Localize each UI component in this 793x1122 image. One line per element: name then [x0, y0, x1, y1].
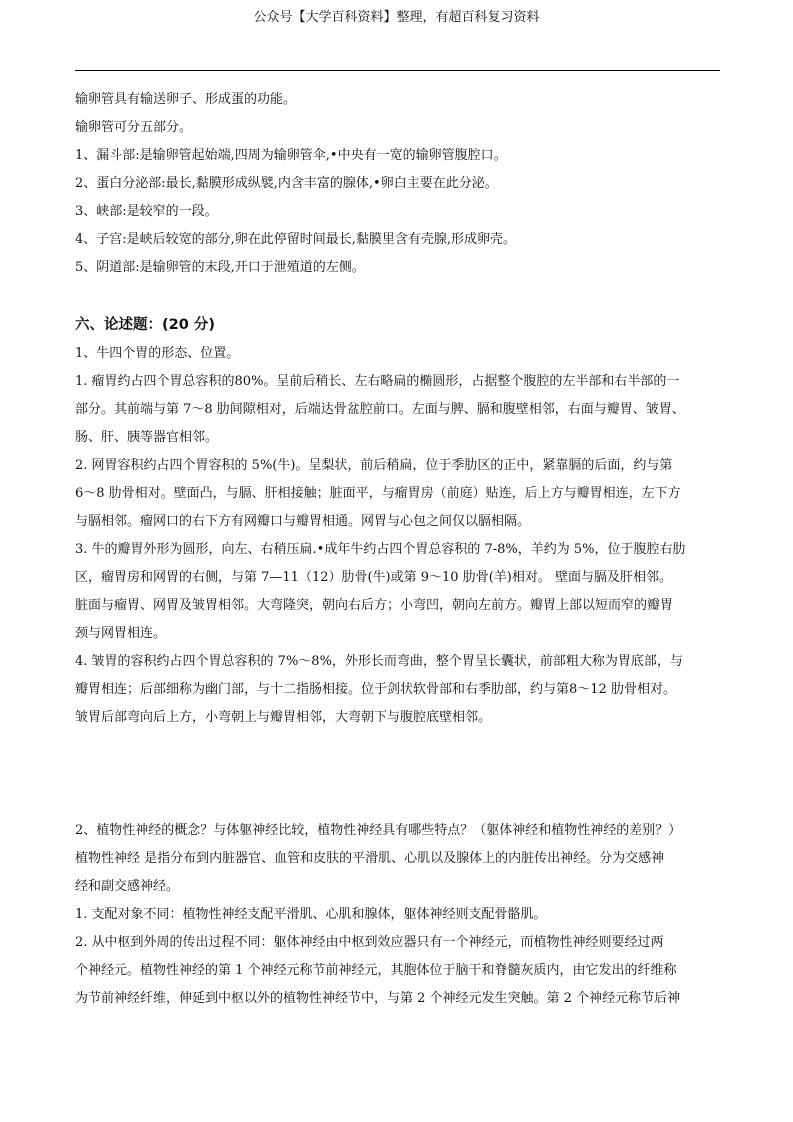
text-line: 2、蛋白分泌部:最长,黏膜形成纵襞,内含丰富的腺体,•卵白主要在此分泌。	[75, 176, 498, 191]
text-line: 输卵管具有输送卵子、形成蛋的功能。	[75, 92, 297, 107]
section-title: 六、论述题：(20 分)	[75, 317, 215, 333]
text-line: 输卵管可分五部分。	[75, 120, 193, 135]
text-line: 个神经元。植物性神经的第 1 个神经元称节前神经元，其胞体位于脑干和脊髓灰质内，由它发出的纤维称	[75, 963, 677, 978]
text-line: 脏面与瘤胃、网胃及皱胃相邻。大弯隆突，朝向右后方；小弯凹，朝向左前方。瓣胃上部以短而窄的瓣胃	[75, 598, 674, 613]
text-line: 肠、肝、胰等器官相邻。	[75, 430, 219, 445]
text-line: 6～8 肋骨相对。壁面凸，与膈、肝相接触；脏面平，与瘤胃房（前庭）贴连，后上方与瓣胃相连，左下方	[75, 486, 681, 501]
text-line: 皱胃后部弯向后上方，小弯朝上与瓣胃相邻，大弯朝下与腹腔底壁相邻。	[75, 710, 492, 725]
text-line: 瓣胃相连；后部细称为幽门部，与十二指肠相接。位于剑状软骨部和右季肋部，约与第8～12 肋骨相对。	[75, 682, 676, 697]
text-line: 4. 皱胃的容积约占四个胃总容积的 7%～8%，外形长而弯曲，整个胃呈长囊状，前部粗大称为胃底部，与	[75, 654, 683, 669]
text-line: 植物性神经 是指分布到内脏器官、血管和皮肤的平滑肌、心肌以及腺体上的内脏传出神经。分为交感神	[75, 851, 665, 866]
text-line: 部分。其前端与第 7～8 肋间隙相对，后端达骨盆腔前口。左面与脾、膈和腹壁相邻，右面与瓣胃、皱胃、	[75, 402, 685, 417]
text-line: 1. 支配对象不同：植物性神经支配平滑肌、心肌和腺体，躯体神经则支配骨骼肌。	[75, 907, 547, 922]
text-line: 与膈相邻。瘤网口的右下方有网瓣口与瓣胃相通。网胃与心包之间仅以膈相隔。	[75, 514, 531, 529]
text-line: 3. 牛的瓣胃外形为圆形，向左、右稍压扁.•成年牛约占四个胃总容积的 7-8%，羊约为 5%，位于腹腔右肋	[75, 542, 686, 557]
text-line: 经和副交感神经。	[75, 879, 180, 894]
header-rule	[75, 70, 720, 71]
question-title: 1、牛四个胃的形态、位置。	[75, 346, 240, 361]
text-line: 颈与网胃相连。	[75, 626, 167, 641]
text-line: 为节前神经纤维，伸延到中枢以外的植物性神经节中，与第 2 个神经元发生突触。第 2 个神经元称节后神	[75, 991, 681, 1006]
question-title: 2、植物性神经的概念？与体躯神经比较，植物性神经具有哪些特点？（躯体神经和植物性神经的差别？）	[75, 823, 682, 838]
page-header: 公众号【大学百科资料】整理，有超百科复习资料	[253, 10, 540, 25]
text-line: 2. 网胃容积约占四个胃容积的 5%(牛)。呈梨状，前后稍扁，位于季肋区的正中，紧靠膈的后面，约与第	[75, 458, 673, 473]
text-line: 4、子宫:是峡后较宽的部分,卵在此停留时间最长,黏膜里含有壳腺,形成卵壳。	[75, 232, 517, 247]
text-line: 5、阴道部:是输卵管的末段,开口于泄殖道的左侧。	[75, 260, 365, 275]
text-line: 1、漏斗部:是输卵管起始端,四周为输卵管伞,•中央有一宽的输卵管腹腔口。	[75, 148, 507, 163]
text-line: 1. 瘤胃约占四个胃总容积的80%。呈前后稍长、左右略扁的椭圆形，占据整个腹腔的左半部和右半部的一	[75, 374, 680, 389]
text-line: 3、峡部:是较窄的一段。	[75, 204, 218, 219]
text-line: 2. 从中枢到外周的传出过程不同：躯体神经由中枢到效应器只有一个神经元，而植物性神经则要经过两	[75, 935, 664, 950]
text-line: 区，瘤胃房和网胃的右侧，与第 7—11（12）肋骨(牛)或第 9～10 肋骨(羊)相对。 壁面与膈及肝相邻。	[75, 570, 672, 585]
